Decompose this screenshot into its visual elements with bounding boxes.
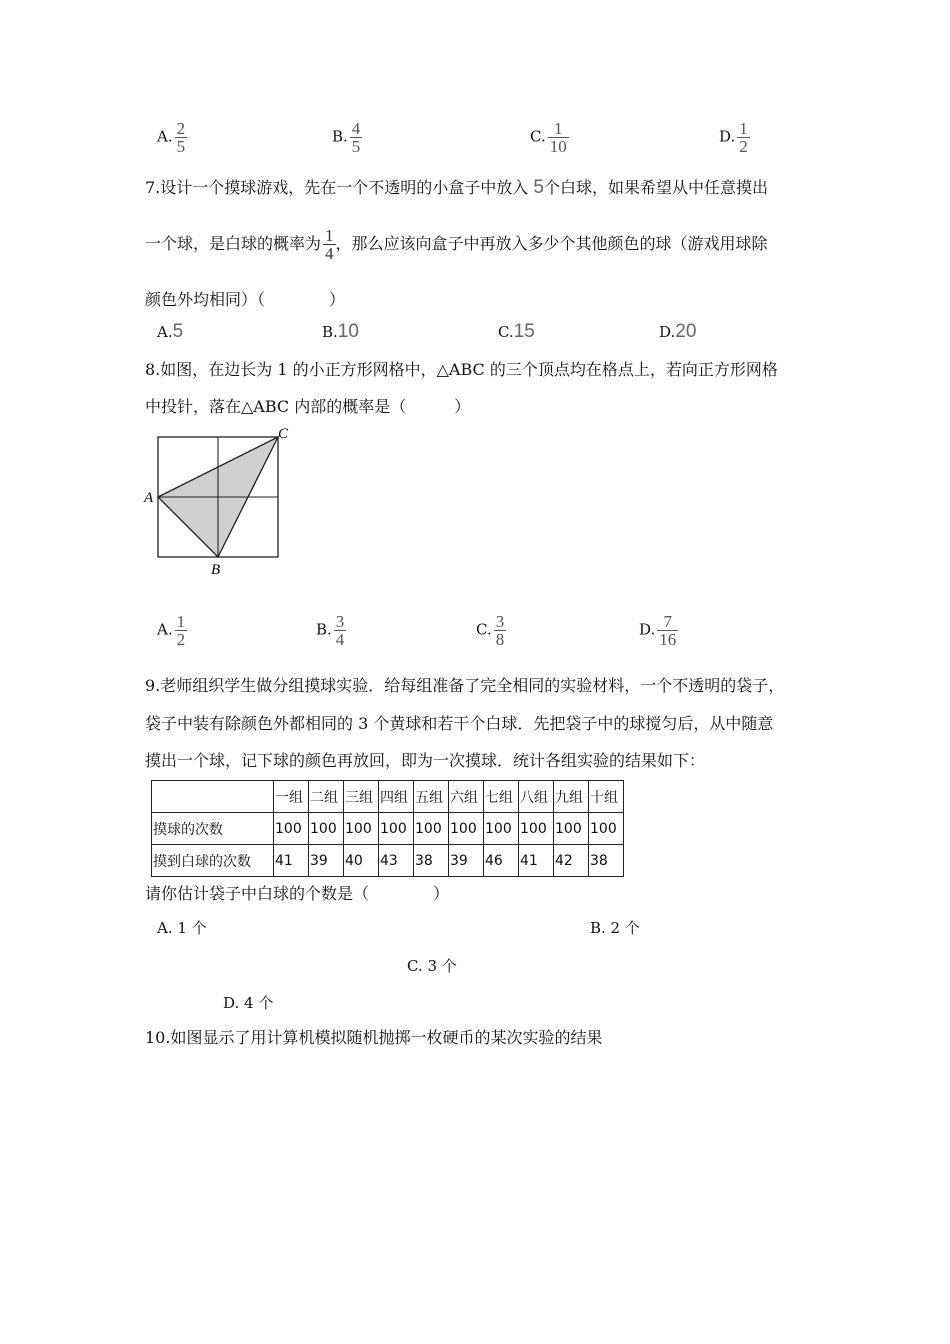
q8-option-a[interactable]: A. $\frac{1}{2}$ <box>157 612 186 649</box>
table-cell: 100 <box>589 813 624 845</box>
q7-option-c[interactable]: C.15 <box>498 321 535 342</box>
q8-line-1: 8.如图，在边长为 1 的小正方形网格中，△ABC 的三个顶点均在格点上，若向正方形网格 <box>145 360 778 379</box>
table-header-cell: 五组 <box>414 781 449 813</box>
q9-line-1: 9.老师组织学生做分组摸球实验．给每组准备了完全相同的实验材料，一个不透明的袋子， <box>145 676 785 695</box>
q7-option-b[interactable]: B.10 <box>322 321 359 342</box>
table-header-cell: 二组 <box>309 781 344 813</box>
q8-option-d-fraction: $\frac{7}{16}$ <box>659 612 677 649</box>
q6-option-d[interactable]: D. $\frac{1}{2}$ <box>719 119 748 156</box>
q7-option-d[interactable]: D.20 <box>659 321 697 342</box>
table-cell: 100 <box>519 813 554 845</box>
q6-option-b-fraction: $\frac{4}{5}$ <box>351 119 361 156</box>
q9-option-b[interactable]: B. 2 个 <box>590 919 640 937</box>
q7-line-1: 7.设计一个摸球游戏，先在一个不透明的小盒子中放入 5个白球，如果希望从中任意摸出 <box>145 177 768 198</box>
table-cell: 39 <box>449 845 484 877</box>
table-cell: 41 <box>519 845 554 877</box>
q7-line-3: 颜色外均相同）（ ） <box>145 290 346 309</box>
q7-fraction: $\frac{1}{4}$ <box>325 226 334 263</box>
table-cell: 100 <box>449 813 484 845</box>
table-cell: 46 <box>484 845 519 877</box>
table-header-cell: 一组 <box>274 781 309 813</box>
q6-option-c[interactable]: C. $\frac{1}{10}$ <box>530 119 567 156</box>
table-cell: 38 <box>589 845 624 877</box>
table-cell: 42 <box>554 845 589 877</box>
table-header-cell: 九组 <box>554 781 589 813</box>
table-cell: 100 <box>484 813 519 845</box>
table-cell: 43 <box>379 845 414 877</box>
vertex-label-a: A <box>144 490 154 506</box>
table-header-row <box>152 781 624 813</box>
table-cell: 100 <box>274 813 309 845</box>
q8-option-b[interactable]: B. $\frac{3}{4}$ <box>316 612 345 649</box>
q6-option-a-fraction: $\frac{2}{5}$ <box>176 119 186 156</box>
q6-option-b[interactable]: B. $\frac{4}{5}$ <box>332 119 361 156</box>
table-cell: 40 <box>344 845 379 877</box>
q8-line-2: 中投针，落在△ABC 内部的概率是（ ） <box>145 397 471 416</box>
vertex-label-b: B <box>211 562 221 578</box>
q8-option-c-fraction: $\frac{3}{8}$ <box>495 612 505 649</box>
q9-line-2: 袋子中装有除颜色外都相同的 3 个黄球和若干个白球．先把袋子中的球搅匀后，从中随意 <box>145 714 774 733</box>
table-header-cell: 三组 <box>344 781 379 813</box>
q8-option-b-fraction: $\frac{3}{4}$ <box>335 612 345 649</box>
table-cell: 41 <box>274 845 309 877</box>
table-header-cell: 六组 <box>449 781 484 813</box>
q6-option-c-fraction: $\frac{1}{10}$ <box>549 119 567 156</box>
table-row-white <box>152 845 624 877</box>
q9-option-d[interactable]: D. 4 个 <box>223 994 274 1012</box>
table-cell: 100 <box>309 813 344 845</box>
q9-line-3: 摸出一个球，记下球的颜色再放回，即为一次摸球．统计各组实验的结果如下： <box>145 751 706 770</box>
q8-grid-figure <box>140 422 300 582</box>
q6-option-a[interactable]: A. $\frac{2}{5}$ <box>157 119 186 156</box>
table-header-cell: 七组 <box>484 781 519 813</box>
table-cell: 100 <box>554 813 589 845</box>
table-cell: 100 <box>379 813 414 845</box>
q9-results-table <box>151 780 624 877</box>
q8-option-c[interactable]: C. $\frac{3}{8}$ <box>476 612 505 649</box>
table-cell: 39 <box>309 845 344 877</box>
table-corner-cell <box>152 781 274 813</box>
q6-option-d-fraction: $\frac{1}{2}$ <box>739 119 748 156</box>
q8-option-d[interactable]: D. $\frac{7}{16}$ <box>639 612 677 649</box>
vertex-label-c: C <box>278 426 289 442</box>
q9-option-a[interactable]: A. 1 个 <box>157 919 207 937</box>
q7-line-2: 一个球，是白球的概率为 $\frac{1}{4}$ ，那么应该向盒子中再放入多少个其他颜色的球（游戏用球除 <box>145 226 768 263</box>
q9-option-c[interactable]: C. 3 个 <box>407 957 457 975</box>
table-header-cell: 八组 <box>519 781 554 813</box>
table-cell: 38 <box>414 845 449 877</box>
q10-line-1: 10.如图显示了用计算机模拟随机抛掷一枚硬币的某次实验的结果 <box>145 1028 603 1047</box>
table-header-cell: 十组 <box>589 781 624 813</box>
table-cell: 100 <box>414 813 449 845</box>
table-row-draws <box>152 813 624 845</box>
q8-option-a-fraction: $\frac{1}{2}$ <box>176 612 186 649</box>
table-header-cell: 四组 <box>379 781 414 813</box>
row-label-white: 摸到白球的次数 <box>152 845 274 877</box>
row-label-draws: 摸球的次数 <box>152 813 274 845</box>
q7-option-a[interactable]: A.5 <box>157 321 184 342</box>
table-cell: 100 <box>344 813 379 845</box>
q9-question: 请你估计袋子中白球的个数是（ ） <box>145 884 450 903</box>
